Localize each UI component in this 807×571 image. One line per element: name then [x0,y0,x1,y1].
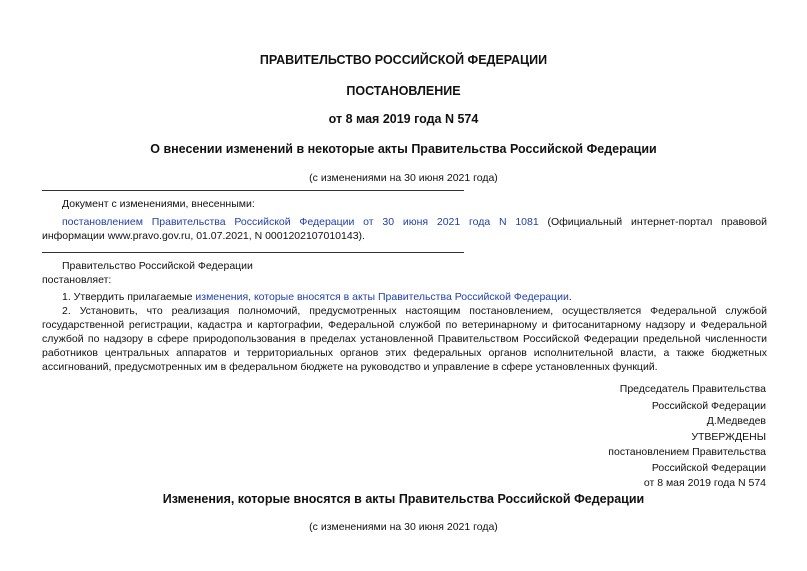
date-number-heading: от 8 мая 2019 года N 574 [328,112,479,126]
amendment-note: (с изменениями на 30 июня 2021 года) [309,172,498,184]
document-title: О внесении изменений в некоторые акты Правительства Российской Федерации [150,142,657,156]
signature-name: Д.Медведев [706,415,766,427]
approval-line-3: Российской Федерации [651,462,766,474]
paragraph-1-suffix: . [568,291,572,303]
org-heading: ПРАВИТЕЛЬСТВО РОССИЙСКОЙ ФЕДЕРАЦИИ [259,53,548,67]
signature-position: Председатель Правительства [619,383,766,395]
note-source-part2: информации www.pravo.gov.ru, 01.07.2021, N 0001202107010143). [42,230,365,242]
note-top-divider [42,190,464,191]
approval-heading: УТВЕРЖДЕНЫ [691,431,766,443]
approval-line-4: от 8 мая 2019 года N 574 [643,477,766,489]
amending-decree-link[interactable]: постановлением Правительства Российской Федерации от 30 июня 2021 года N 1081 [62,216,539,228]
note-source-part1: (Официальный интернет-портал правовой [538,216,767,228]
decrees-text: постановляет: [42,274,112,286]
approval-line-2: постановлением Правительства [608,446,766,458]
issuer-text: Правительство Российской Федерации [62,260,253,272]
doc-type-heading: ПОСТАНОВЛЕНИЕ [346,84,461,98]
note-line-1 [42,215,767,229]
signature-org: Российской Федерации [651,400,766,412]
paragraph-1-prefix: 1. Утвердить прилагаемые [62,291,196,303]
paragraph-2: 2. Установить, что реализация полномочий, предусмотренных настоящим постановлением, осуществляется Федеральной службой государственной регистрации, кадастра и картографии, Федеральной службой по ветеринарному и фитосанитарному надзору и Федеральной службой по надзору в сфере природопользования в пределах установленной Правительством Российской Федерации предельной численности работников центральных аппаратов и территориальных органов этих федеральных органов исполнительной власти, а также бюджетных ассигнований, предусмотренных им в федеральном бюджете на руководство и управление в сфере установленных функций. [42,305,767,373]
note-bottom-divider [42,252,464,253]
paragraph-1 [62,290,572,304]
note-intro: Документ с изменениями, внесенными: [62,198,255,210]
appendix-title: Изменения, которые вносятся в акты Правительства Российской Федерации [162,492,645,506]
appendix-amendment-note: (с изменениями на 30 июня 2021 года) [309,521,498,533]
changes-link[interactable]: изменения, которые вносятся в акты Правительства Российской Федерации [195,291,569,303]
